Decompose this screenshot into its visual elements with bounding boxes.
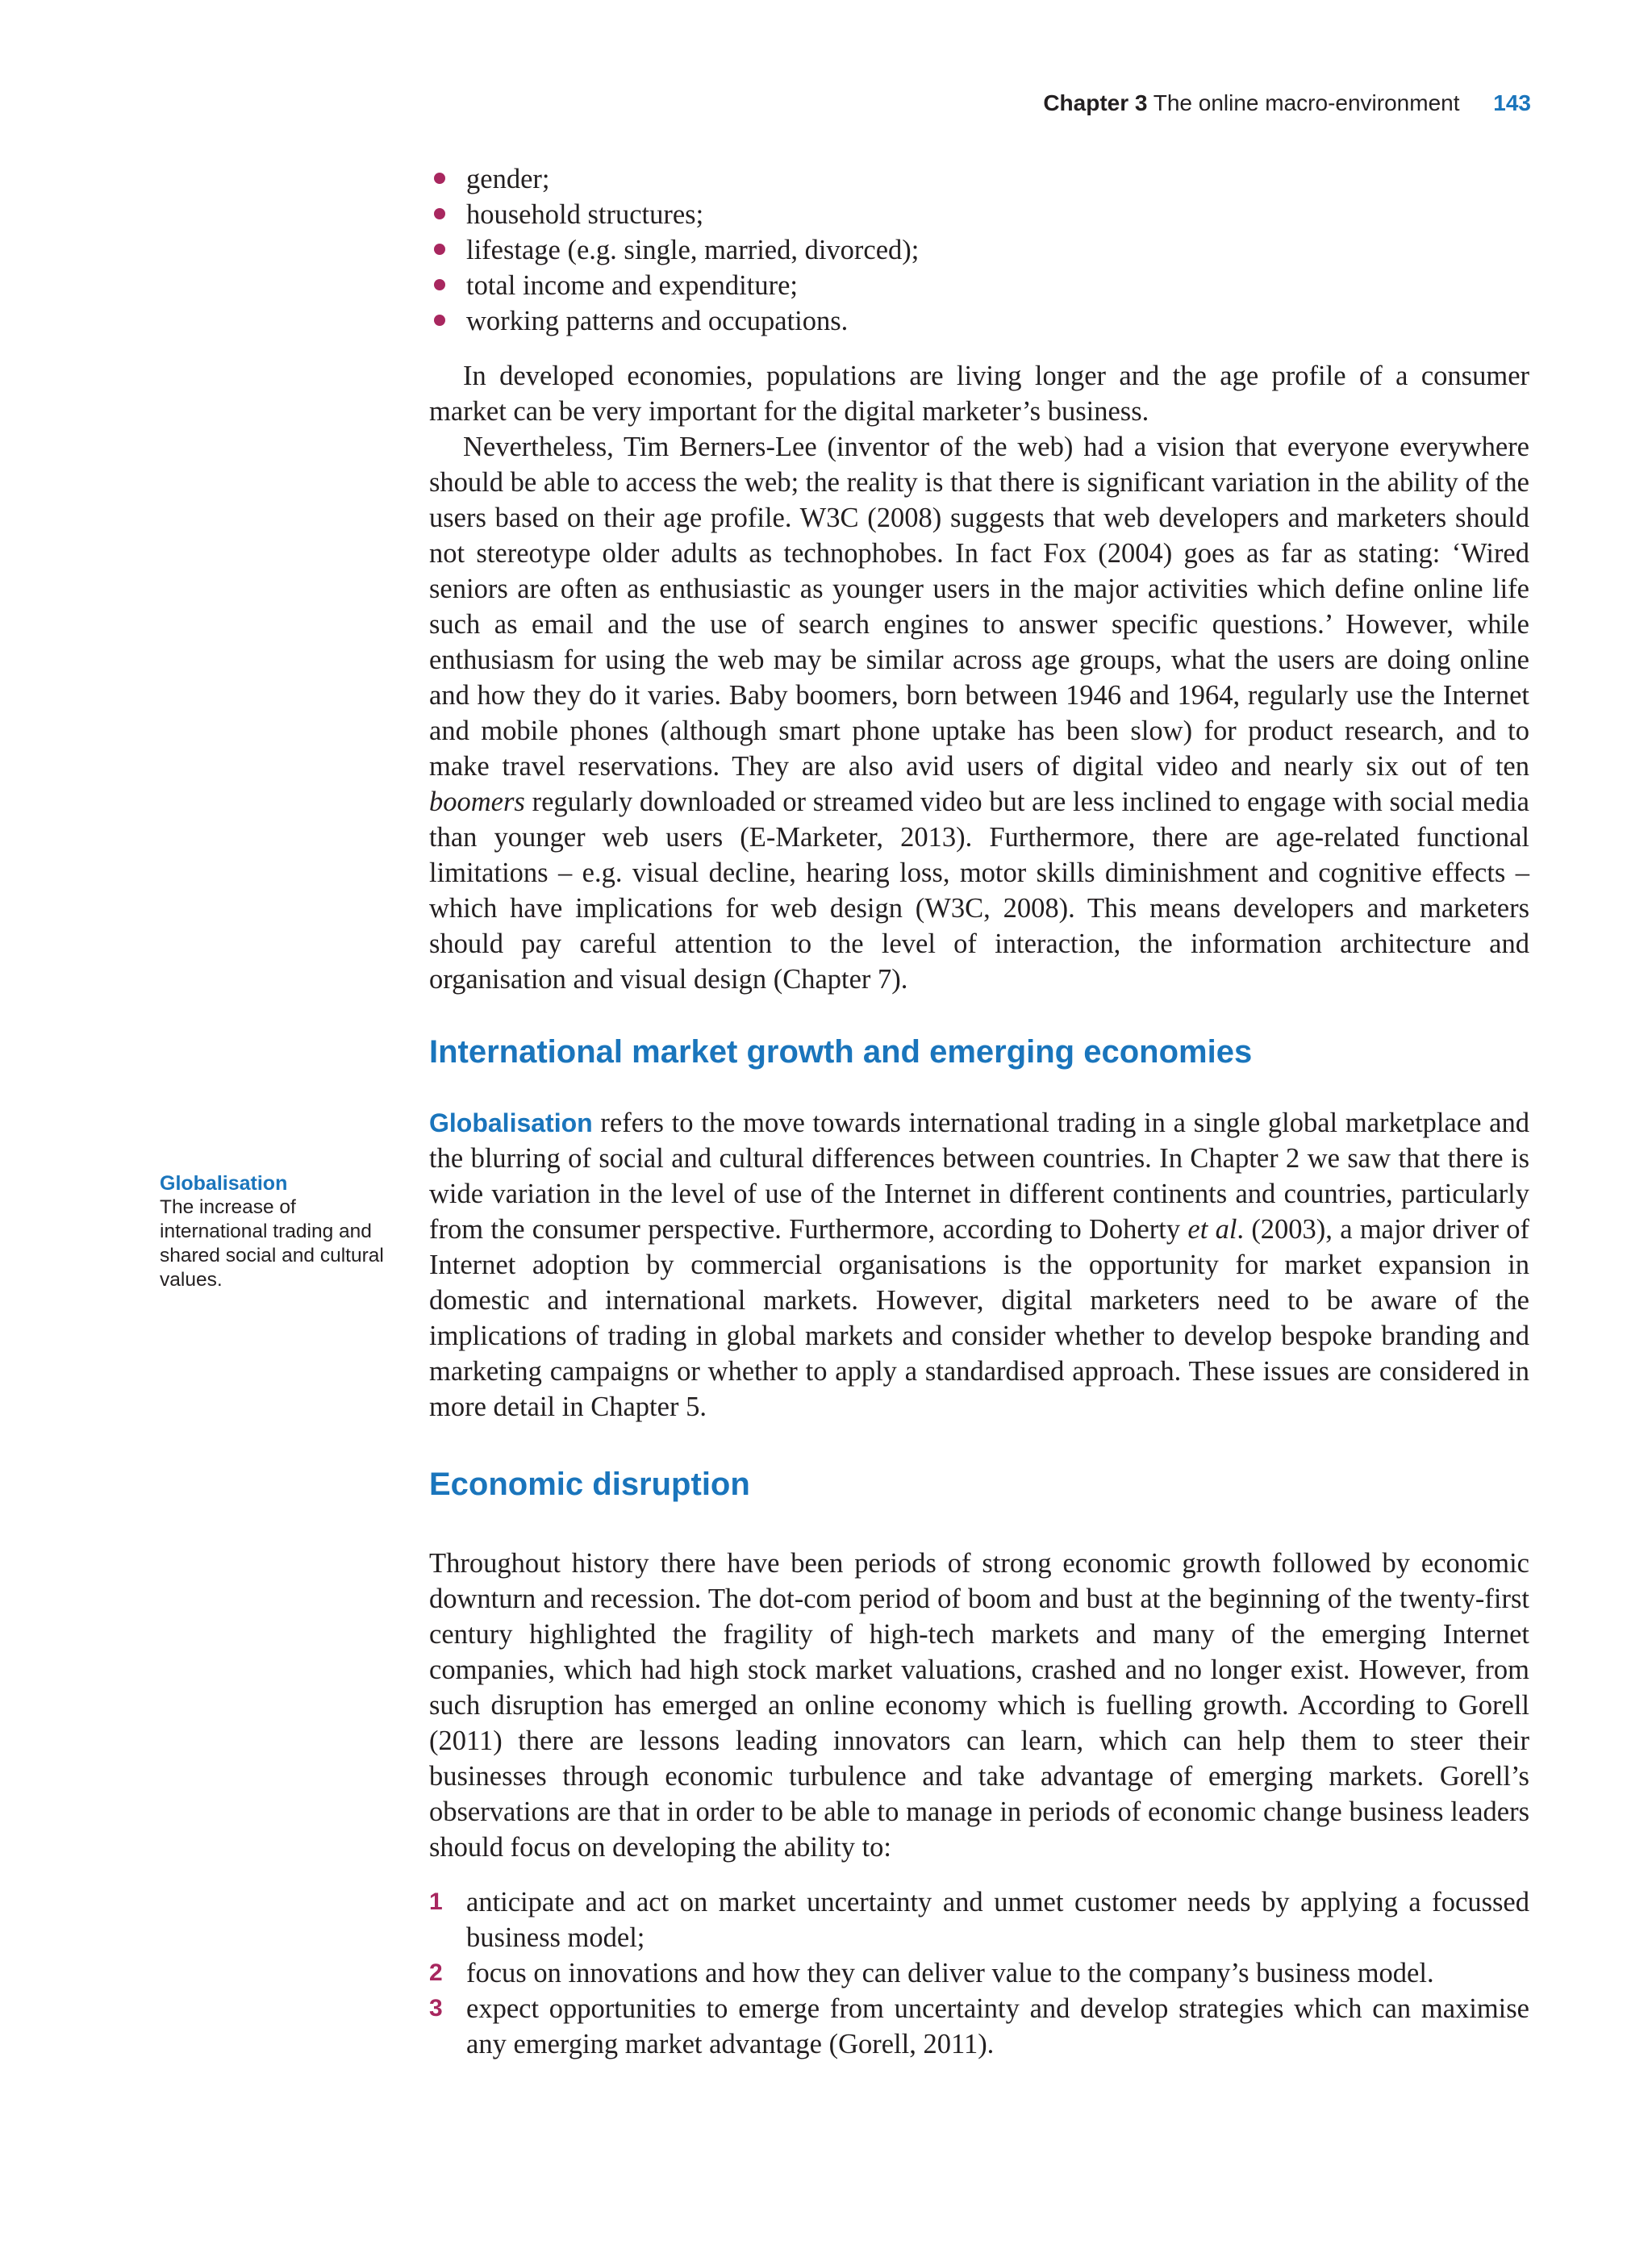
page-number: 143 <box>1493 90 1531 115</box>
paragraph: Globalisation refers to the move towards international trading in a single global marketplace and the blurring of social and cultural differences between countries. In Chapter 2 we saw that there is wide variation in the level of use of the Internet in different continents and countries, particularly from the consumer perspective. Furthermore, according to Doherty et al. (2003), a major driver of Internet adoption by commercial organisations is the opportunity for market expansion in domestic and international markets. However, digital marketers need to be aware of the implications of trading in global markets and consider whether to develop bespoke branding and marketing campaigns or whether to apply a standardised approach. These issues are considered in more detail in Chapter 5. <box>429 1108 1529 1422</box>
bullet-dot-icon <box>434 208 445 219</box>
main-text-column <box>429 161 1529 2062</box>
section-heading: Economic disruption <box>429 1467 750 1502</box>
margin-definition <box>160 1171 402 1292</box>
margin-definition-text: The increase of international trading and shared social and cultural values. <box>160 1196 384 1291</box>
bullet-list <box>429 161 1529 339</box>
item-number: 1 <box>429 1888 443 1915</box>
key-term: Globalisation <box>429 1108 593 1137</box>
bullet-dot-icon <box>434 315 445 326</box>
bullet-dot-icon <box>434 173 445 184</box>
section-heading: International market growth and emerging economies <box>429 1034 1253 1070</box>
bullet-item: total income and expenditure; <box>429 268 1529 303</box>
item-number: 2 <box>429 1959 443 1986</box>
paragraph: Throughout history there have been periods of strong economic growth followed by economic downturn and recession. The dot-com period of boom and bust at the beginning of the twenty-first century highlighted the fragility of high-tech markets and many of the emerging Internet companies, which had high stock market valuations, crashed and no longer exist. However, from such disruption has emerged an online economy which is fuelling growth. According to Gorell (2011) there are lessons leading innovators can learn, which can help them to steer their businesses through economic turbulence and take advantage of emerging markets. Gorell’s observations are that in order to be able to manage in periods of economic change business leaders should focus on developing the ability to: <box>429 1548 1529 1863</box>
numbered-list <box>429 1884 1529 2062</box>
bullet-dot-icon <box>434 279 445 290</box>
bullet-item: household structures; <box>429 197 1529 232</box>
chapter-title: The online macro-environment <box>1153 90 1460 115</box>
chapter-number: Chapter 3 <box>1043 90 1148 115</box>
running-header <box>1043 90 1531 116</box>
item-number: 3 <box>429 1995 443 2022</box>
paragraph: In developed economies, populations are living longer and the age profile of a consumer market can be very important for the digital marketer’s business. <box>429 361 1529 427</box>
bullet-dot-icon <box>434 244 445 255</box>
numbered-item: 2 focus on innovations and how they can deliver value to the company’s business model. <box>429 1955 1529 1991</box>
bullet-item: gender; <box>429 161 1529 197</box>
numbered-item: 1 anticipate and act on market uncertainty and unmet customer needs by applying a focussed business model; <box>429 1884 1529 1955</box>
bullet-item: working patterns and occupations. <box>429 303 1529 339</box>
paragraph: Nevertheless, Tim Berners-Lee (inventor of the web) had a vision that everyone everywhere should be able to access the web; the reality is that there is significant variation in the ability of the users based on their age profile. W3C (2008) suggests that web developers and marketers should not stereotype older adults as technophobes. In fact Fox (2004) goes as far as stating: ‘Wired seniors are often as enthusiastic as younger users in the major activities which define online life such as email and the use of search engines to answer specific questions.’ However, while enthusiasm for using the web may be similar across age groups, what the users are doing online and how they do it varies. Baby boomers, born between 1946 and 1964, regularly use the Internet and mobile phones (although smart phone uptake has been slow) for product research, and to make travel reservations. They are also avid users of digital video and nearly six out of ten boomers regularly downloaded or streamed video but are less inclined to engage with social media than younger web users (E-Marketer, 2013). Furthermore, there are age-related functional limitations – e.g. visual decline, hearing loss, motor skills diminishment and cognitive effects – which have implications for web design (W3C, 2008). This means developers and marketers should pay careful attention to the level of interaction, the information architecture and organisation and visual design (Chapter 7). <box>429 432 1529 995</box>
margin-definition-term: Globalisation <box>160 1172 288 1195</box>
bullet-item: lifestage (e.g. single, married, divorced); <box>429 232 1529 268</box>
numbered-item: 3 expect opportunities to emerge from uncertainty and develop strategies which can maximise any emerging market advantage (Gorell, 2011). <box>429 1991 1529 2062</box>
